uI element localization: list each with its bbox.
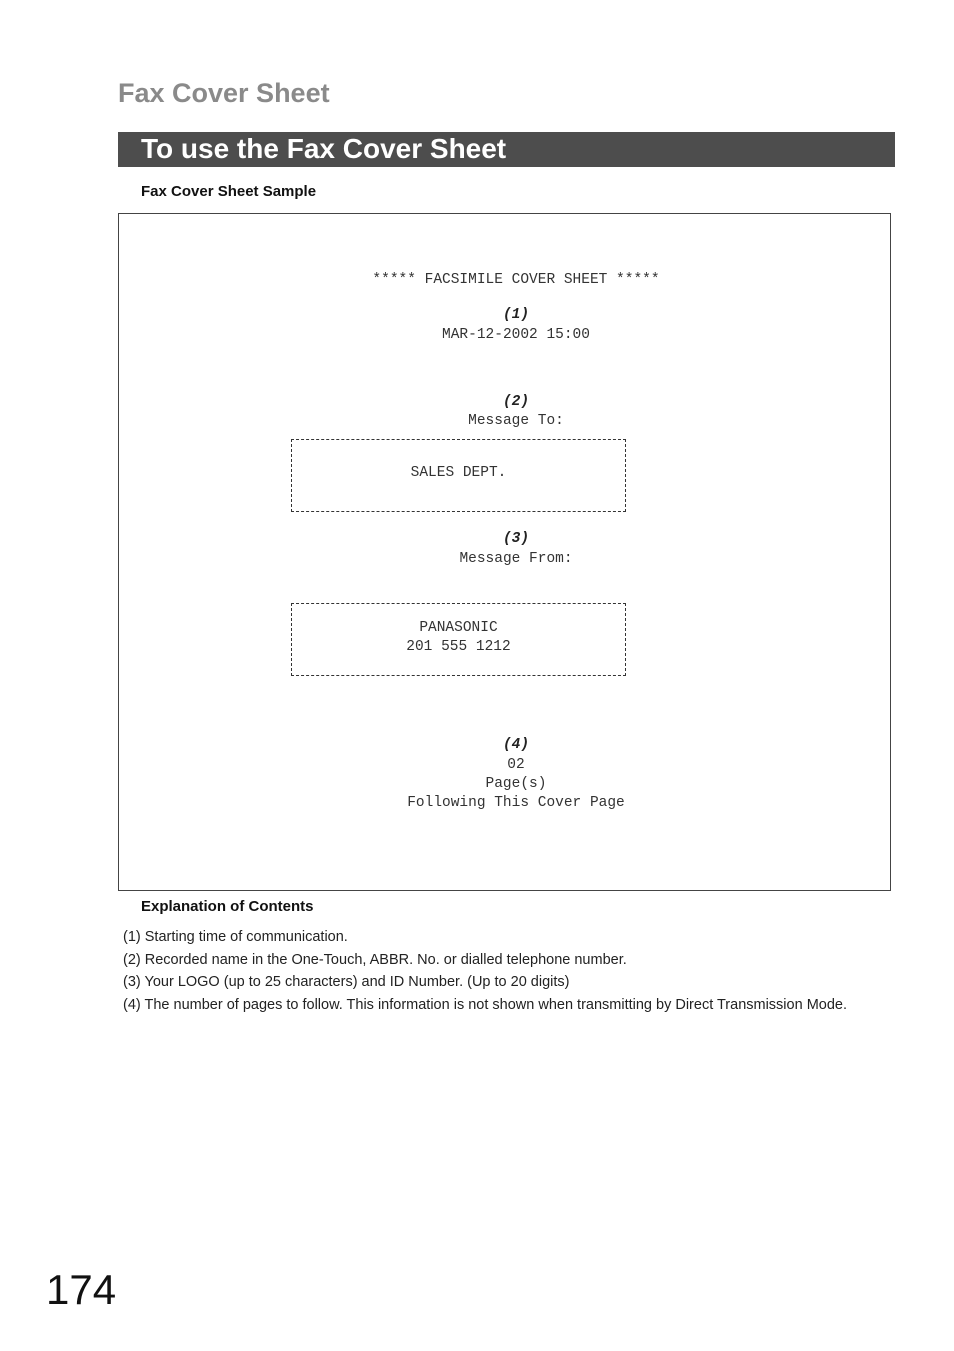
- section-title: Fax Cover Sheet: [118, 78, 330, 108]
- page-title-banner: [118, 132, 895, 167]
- to-name: SALES DEPT.: [410, 465, 507, 481]
- ref-marker-1: (1): [502, 307, 530, 323]
- datetime: MAR-12-2002 15:00: [442, 327, 590, 343]
- page-count: 02: [507, 757, 525, 773]
- cover-sheet-sample: [118, 213, 891, 891]
- message-from-box: [291, 603, 626, 676]
- ref-marker-3: (3): [502, 531, 530, 547]
- explanation-item: (3) Your LOGO (up to 25 characters) and ID Number. (Up to 20 digits): [123, 974, 570, 990]
- cover-title: ***** FACSIMILE COVER SHEET *****: [372, 272, 660, 288]
- following-label: Following This Cover Page: [407, 795, 625, 811]
- pages-label: Page(s): [485, 776, 547, 792]
- page-title: To use the Fax Cover Sheet: [141, 133, 507, 164]
- message-from-label: Message From:: [459, 551, 573, 567]
- ref-marker-4: (4): [502, 737, 530, 753]
- sample-heading: Fax Cover Sheet Sample: [141, 183, 317, 200]
- explanation-item: (2) Recorded name in the One-Touch, ABBR. No. or dialled telephone number.: [123, 952, 627, 968]
- ref-marker-2: (2): [502, 394, 530, 410]
- from-number: 201 555 1212: [406, 639, 511, 655]
- explanation-heading: Explanation of Contents: [141, 898, 314, 915]
- page-number: 174: [46, 1266, 117, 1313]
- explanation-item: (4) The number of pages to follow. This information is not shown when transmitting by Direct Transmission Mode.: [123, 997, 847, 1013]
- from-name: PANASONIC: [419, 620, 498, 636]
- message-to-label: Message To:: [468, 413, 564, 429]
- message-to-box: [291, 439, 626, 512]
- explanation-item: (1) Starting time of communication.: [123, 929, 348, 945]
